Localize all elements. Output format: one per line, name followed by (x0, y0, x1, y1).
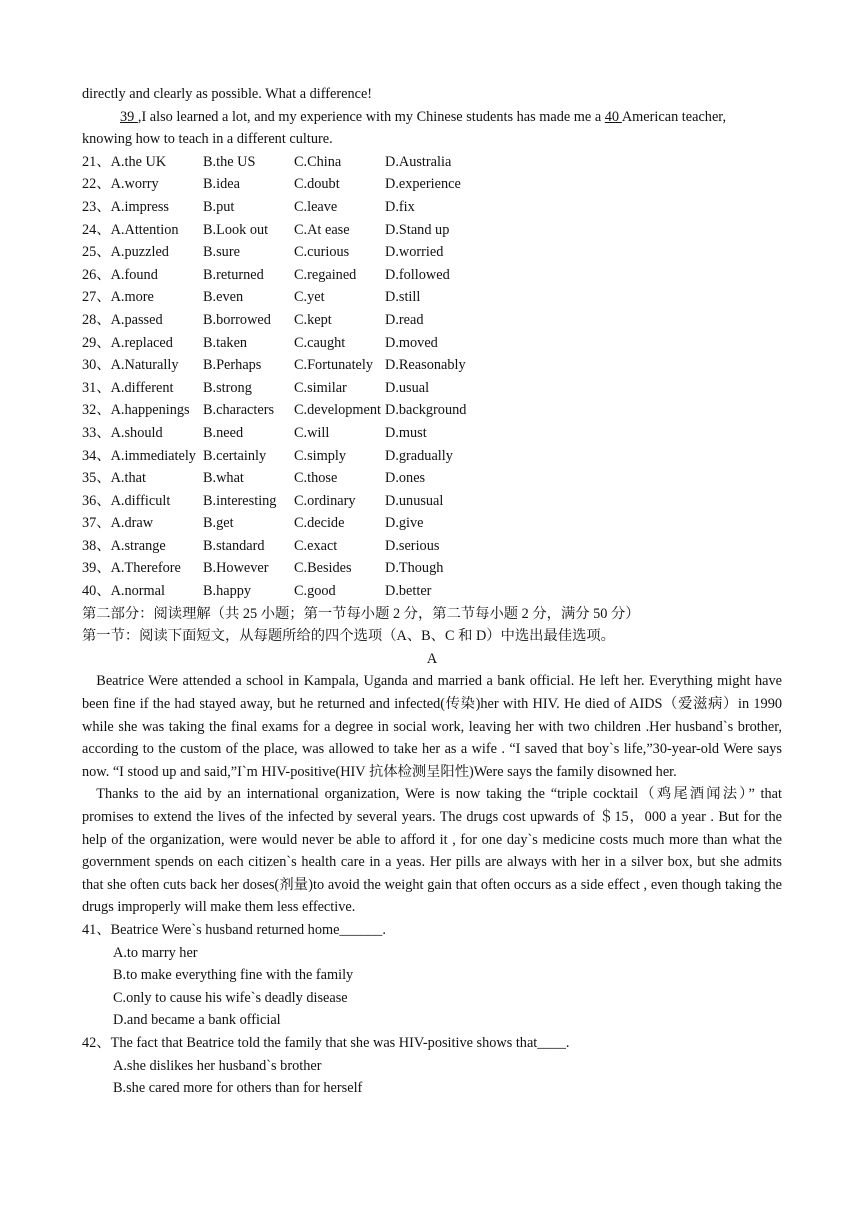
option-d: D.serious (385, 537, 440, 554)
option-a: 26、A.found (82, 266, 158, 283)
question-stem: 41、Beatrice Were`s husband returned home______. (82, 921, 386, 938)
option-d: D.Stand up (385, 221, 450, 238)
option-b: B.strong (203, 379, 252, 396)
cloze-options-list (82, 151, 782, 603)
option-row (82, 467, 782, 490)
option-d: D.usual (385, 379, 430, 396)
option-b: B.need (203, 424, 244, 441)
option-c: C.kept (294, 311, 332, 328)
option-b: B.borrowed (203, 311, 271, 328)
option-d: D.moved (385, 334, 438, 351)
option-a: 37、A.draw (82, 515, 154, 532)
option-row (82, 580, 782, 603)
option-c: C.Fortunately (294, 357, 374, 374)
option-a: 36、A.difficult (82, 492, 171, 509)
intro-line-2-text: ,I also learned a lot, and my experience with my Chinese students has made me a (137, 108, 605, 125)
option-d: D.background (385, 402, 467, 419)
question-stem: 42、The fact that Beatrice told the family that she was HIV-positive shows that____. (82, 1034, 570, 1051)
question-choice: C.only to cause his wife`s deadly disease (113, 989, 348, 1006)
option-row (82, 196, 782, 219)
option-a: 35、A.that (82, 470, 146, 487)
option-b: B.interesting (203, 492, 277, 509)
option-d: D.Australia (385, 153, 452, 170)
option-b: B.sure (203, 244, 240, 261)
option-c: C.At ease (294, 221, 350, 238)
option-b: B.certainly (203, 447, 267, 464)
option-a: 24、A.Attention (82, 221, 179, 238)
option-a: 32、A.happenings (82, 402, 190, 419)
option-b: B.the US (203, 153, 256, 170)
option-d: D.worried (385, 244, 444, 261)
option-d: D.read (385, 311, 424, 328)
option-b: B.idea (203, 176, 240, 193)
question-choice: A.she dislikes her husband`s brother (113, 1057, 322, 1074)
question-choice: B.to make everything fine with the family (113, 967, 354, 984)
option-a: 22、A.worry (82, 176, 159, 193)
part2-heading: 第二部分：阅读理解（共 25 小题；第一节每小题 2 分，第二节每小题 2 分，满分 50 分） (82, 605, 640, 622)
option-row (82, 512, 782, 535)
option-c: C.development (294, 402, 381, 419)
option-c: C.ordinary (294, 492, 356, 509)
option-a: 39、A.Therefore (82, 560, 181, 577)
option-b: B.However (203, 560, 269, 577)
option-row (82, 557, 782, 580)
question-choice: D.and became a bank official (113, 1012, 281, 1029)
option-c: C.curious (294, 244, 350, 261)
option-row (82, 219, 782, 242)
option-b: B.standard (203, 537, 265, 554)
option-b: B.characters (203, 402, 275, 419)
option-d: D.followed (385, 266, 450, 283)
intro-line-3: knowing how to teach in a different culture. (82, 131, 333, 148)
option-c: C.caught (294, 334, 346, 351)
option-c: C.regained (294, 266, 357, 283)
option-a: 29、A.replaced (82, 334, 173, 351)
option-a: 21、A.the UK (82, 153, 167, 170)
option-d: D.better (385, 583, 432, 600)
option-row (82, 422, 782, 445)
option-row (82, 490, 782, 513)
option-row (82, 151, 782, 174)
option-a: 23、A.impress (82, 198, 169, 215)
option-row (82, 309, 782, 332)
option-b: B.Look out (203, 221, 269, 238)
option-c: C.those (294, 470, 338, 487)
option-d: D.fix (385, 198, 415, 215)
option-d: D.give (385, 515, 424, 532)
option-a: 28、A.passed (82, 311, 163, 328)
option-d: D.unusual (385, 492, 444, 509)
question-choice: B.she cared more for others than for herself (113, 1080, 363, 1097)
intro-line-2 (82, 106, 782, 129)
option-row (82, 173, 782, 196)
questions-list (82, 919, 782, 1100)
passage-label: A (426, 650, 438, 667)
option-c: C.Besides (294, 560, 352, 577)
option-a: 30、A.Naturally (82, 357, 179, 374)
option-row (82, 399, 782, 422)
option-a: 38、A.strange (82, 537, 166, 554)
option-b: B.get (203, 515, 234, 532)
option-c: C.similar (294, 379, 347, 396)
option-row (82, 445, 782, 468)
blank-39: 39 (120, 108, 138, 125)
option-c: C.leave (294, 198, 338, 215)
option-b: B.what (203, 470, 244, 487)
option-c: C.will (294, 424, 330, 441)
option-row (82, 286, 782, 309)
document-page (82, 83, 782, 1100)
question-choice: A.to marry her (113, 944, 198, 961)
option-b: B.happy (203, 583, 252, 600)
intro-line-2-end: American teacher, (621, 108, 727, 125)
option-b: B.Perhaps (203, 357, 262, 374)
option-b: B.even (203, 289, 244, 306)
passage-paragraph-1: Beatrice Were attended a school in Kampala, Uganda and married a bank official. He left her. Everything might have been fine if the had stayed away, but he returned and infected(传染)her with HIV. He died of AIDS（爱滋病）in 1990 while she was taking the final exams for a degree in social work, leaving her with two children .Her husband`s brother, according to the custom of the place, was allowed to take her as a wife . “I saved that boy`s life,”30-year-old Were says now. “I stood up and said,”I`m HIV-positive(HIV 抗体检测呈阳性)Were says the family disowned her. (82, 673, 782, 780)
option-d: D.Though (385, 560, 444, 577)
option-a: 33、A.should (82, 424, 163, 441)
section1-heading: 第一节：阅读下面短文，从每题所给的四个选项（A、B、C 和 D）中选出最佳选项。 (82, 628, 615, 645)
option-d: D.ones (385, 470, 426, 487)
option-row (82, 241, 782, 264)
option-a: 27、A.more (82, 289, 154, 306)
option-a: 31、A.different (82, 379, 174, 396)
option-c: C.decide (294, 515, 345, 532)
option-c: C.China (294, 153, 342, 170)
option-a: 40、A.normal (82, 583, 165, 600)
option-b: B.taken (203, 334, 248, 351)
option-a: 34、A.immediately (82, 447, 196, 464)
option-d: D.gradually (385, 447, 453, 464)
option-c: C.doubt (294, 176, 340, 193)
option-d: D.Reasonably (385, 357, 466, 374)
option-c: C.simply (294, 447, 347, 464)
option-row (82, 377, 782, 400)
option-row (82, 332, 782, 355)
intro-line-1: directly and clearly as possible. What a difference! (82, 86, 373, 102)
option-row (82, 535, 782, 558)
option-a: 25、A.puzzled (82, 244, 169, 261)
option-c: C.yet (294, 289, 325, 306)
option-d: D.experience (385, 176, 461, 193)
option-c: C.good (294, 583, 336, 600)
passage-paragraph-2: Thanks to the aid by an international organization, Were is now taking the “triple cocktail（鸡尾酒闻法）” that promises to extend the lives of the infected by several years. The drugs cost upwards of ＄15，000 a year . But for the help of the organization, were would never be able to afford it , for one day`s medicine costs much more than what the government spends on each citizen`s health care in a yeas. Her pills are always with her in a silver box, but she admits that she often cuts back her doses(剂量)to avoid the weight gain that often occurs as a side effect , even though taking the drugs improperly will make them less effective. (82, 786, 782, 916)
option-row (82, 264, 782, 287)
option-d: D.must (385, 424, 427, 441)
option-d: D.still (385, 289, 421, 306)
blank-40: 40 (604, 108, 622, 125)
option-b: B.returned (203, 266, 264, 283)
option-b: B.put (203, 198, 235, 215)
option-c: C.exact (294, 537, 338, 554)
option-row (82, 354, 782, 377)
